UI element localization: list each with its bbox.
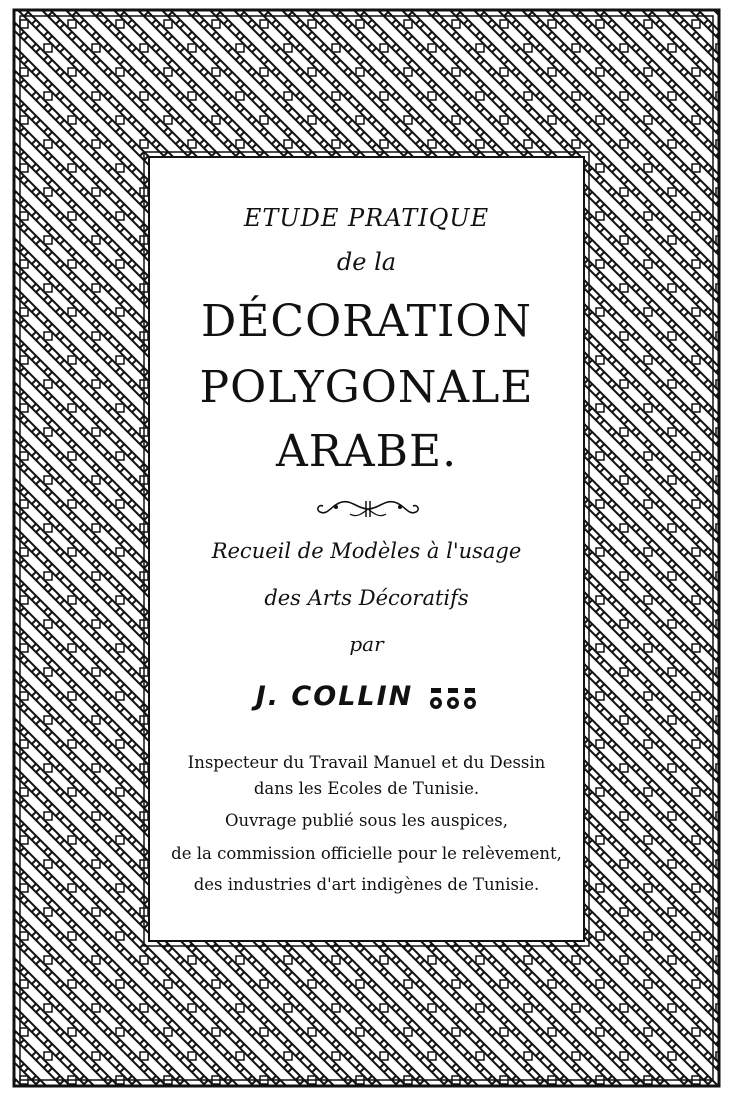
author-name: J. COLLIN [255, 681, 414, 712]
title-line-de-la: de la [336, 248, 397, 276]
scroll-ornament-icon [316, 494, 420, 524]
detail-line-2: dans les Ecoles de Tunisie. [253, 779, 480, 798]
author-row [150, 681, 583, 716]
title-panel [150, 158, 583, 940]
title-line-polygonale: POLYGONALE [199, 362, 534, 413]
detail-line-4: de la commission officielle pour le relèvement, [171, 844, 562, 863]
detail-line-1: Inspecteur du Travail Manuel et du Dessin [187, 753, 546, 772]
subtitle-line-1: Recueil de Modèles à l'usage [211, 539, 522, 563]
title-line-decoration: DÉCORATION [201, 296, 532, 347]
subtitle-line-2: des Arts Décoratifs [264, 586, 469, 610]
title-line-arabe: ARABE. [275, 426, 458, 477]
medal-decorations-icon [429, 686, 477, 716]
detail-line-3: Ouvrage publié sous les auspices, [224, 811, 509, 830]
detail-line-5: des industries d'art indigènes de Tunisie. [193, 875, 540, 894]
title-line-etude: ETUDE PRATIQUE [243, 204, 490, 232]
subtitle-by: par [349, 632, 384, 656]
